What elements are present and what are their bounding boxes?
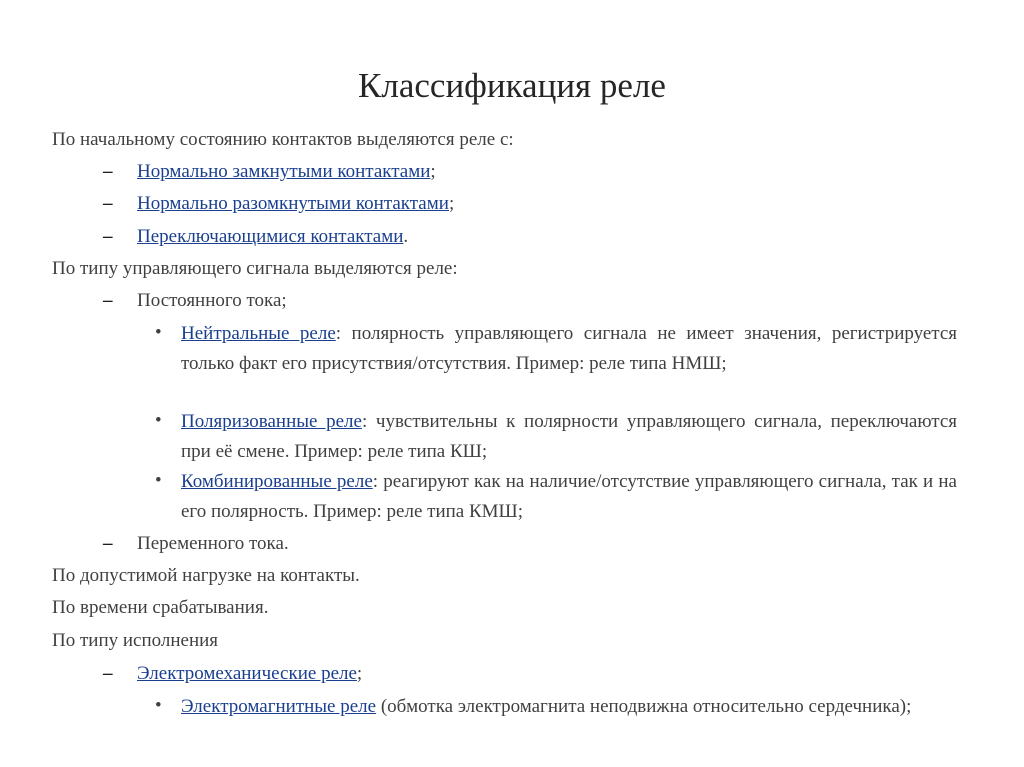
dash-marker: – <box>103 161 113 182</box>
list-item <box>103 530 289 558</box>
signal-heading: По типу управляющего сигнала выделяются реле: <box>52 258 458 279</box>
item-suffix: ; <box>430 161 436 182</box>
link-combined-relay[interactable]: Комбинированные реле <box>181 471 373 492</box>
list-item <box>103 660 363 688</box>
item-description: : чувствительны к полярности управляющего сигнала, переключаются при её смене. Пример: реле типа КШ; <box>181 411 957 462</box>
list-item <box>155 407 957 467</box>
link-polarized-relay[interactable]: Поляризованные реле <box>181 411 362 432</box>
item-suffix: ; <box>356 663 363 684</box>
dash-marker: – <box>103 226 113 247</box>
dc-label: Постоянного тока; <box>137 290 287 311</box>
item-suffix: . <box>403 226 409 247</box>
dash-marker: – <box>103 533 113 554</box>
link-normally-closed[interactable]: Нормально замкнутыми контактами <box>137 161 431 182</box>
list-item <box>155 319 957 379</box>
execution-heading: По типу исполнения <box>52 630 219 651</box>
list-item <box>103 158 436 186</box>
list-item <box>103 223 409 251</box>
time-heading: По времени срабатывания. <box>52 597 269 618</box>
link-normally-open[interactable]: Нормально разомкнутыми контактами <box>137 193 449 214</box>
slide-title: Классификация реле <box>358 66 666 105</box>
bullet-marker: • <box>155 695 162 716</box>
link-neutral-relay[interactable]: Нейтральные реле <box>181 323 336 344</box>
contacts-heading: По начальному состоянию контактов выделяются реле с: <box>52 129 514 150</box>
item-description: : полярность управляющего сигнала не имеет значения, регистрируется только факт его присутствия/отсутствия. Пример: реле типа НМШ; <box>181 323 957 374</box>
bullet-marker: • <box>155 470 162 491</box>
dash-marker: – <box>103 290 113 311</box>
dash-marker: – <box>103 663 113 684</box>
list-item <box>155 692 957 722</box>
item-description: : реагируют как на наличие/отсутствие управляющего сигнала, так и на его полярность. Пример: реле типа КМШ; <box>181 471 957 522</box>
link-electromagnetic-relay[interactable]: Электромагнитные реле <box>181 696 377 717</box>
bullet-marker: • <box>155 410 162 431</box>
list-item <box>155 467 957 527</box>
dash-marker: – <box>103 193 113 214</box>
bullet-marker: • <box>155 322 162 343</box>
link-electromechanical-relay[interactable]: Электромеханические реле <box>137 663 357 684</box>
load-heading: По допустимой нагрузке на контакты. <box>52 565 360 586</box>
list-item <box>103 287 287 315</box>
item-description: (обмотка электромагнита неподвижна относительно сердечника); <box>376 696 912 717</box>
item-suffix: ; <box>448 193 455 214</box>
list-item <box>103 190 455 218</box>
link-changeover[interactable]: Переключающимися контактами <box>137 226 404 247</box>
ac-label: Переменного тока. <box>137 533 289 554</box>
